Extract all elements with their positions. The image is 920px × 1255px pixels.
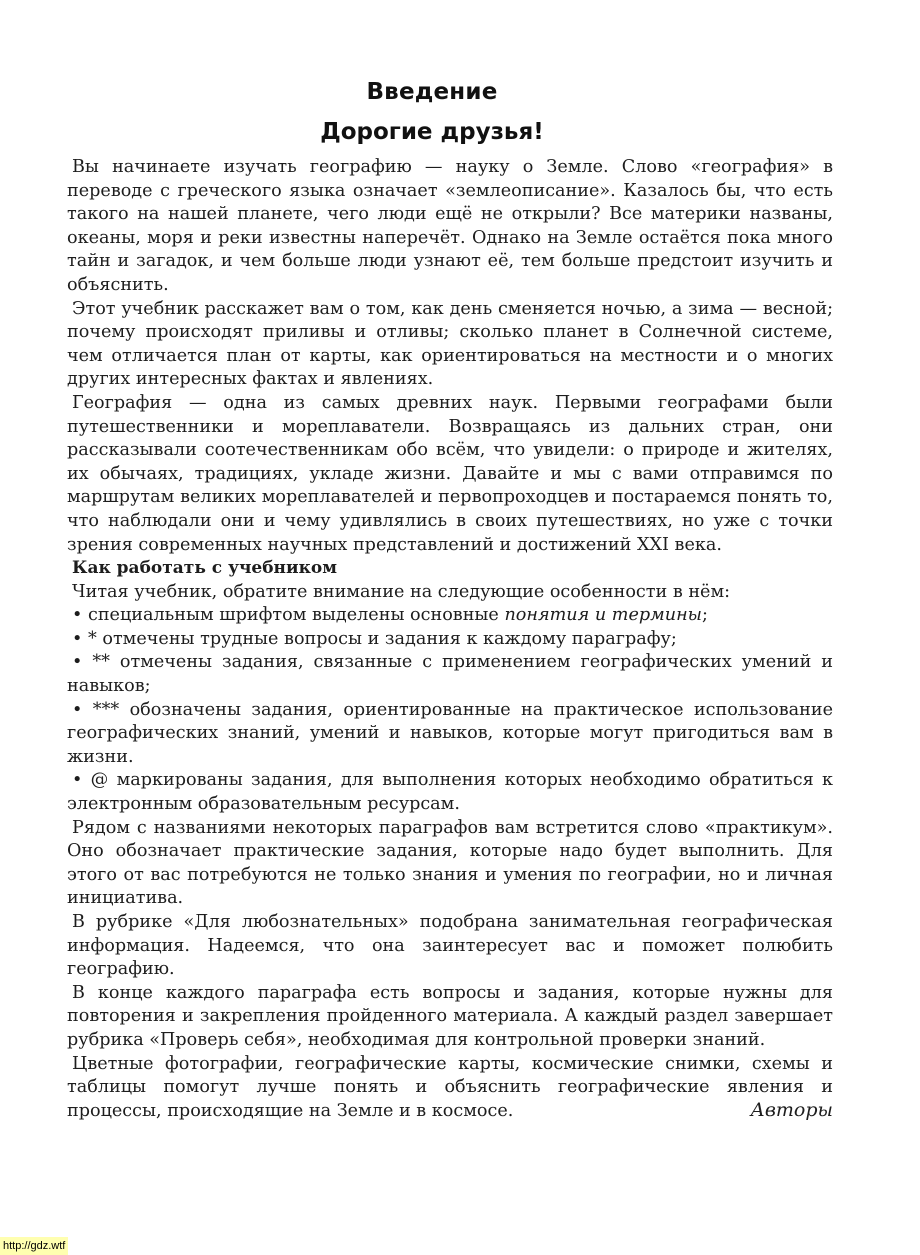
paragraph: Рядом с названиями некоторых параграфов вам встретится слово «практикум». Оно обозначает практические задания, которые надо будет выполнить. Для этого от вас потребуются не только знания и умения по географии, но и личная инициатива.	[67, 817, 833, 909]
italic-term: понятия и термины	[504, 605, 702, 626]
bullet-item	[67, 651, 833, 698]
paragraph: Вы начинаете изучать географию — науку о Земле. Слово «география» в переводе с греческого языка означает «землеописание». Казалось бы, что есть такого на нашей планете, чего люди ещё не открыли? Все материки названы, океаны, моря и реки известны наперечёт. Однако на Земле остаётся пока много тайн и загадок, и чем больше люди узнают её, тем больше предстоит изучить и объяснить.	[67, 157, 833, 295]
bullet-item: • @ маркированы задания, для выполнения которых необходимо обратиться к электронным образовательным ресурсам.	[67, 770, 833, 815]
bullet-text: • специальным шрифтом выделены основные	[72, 605, 505, 626]
bullet-item: • * отмечены трудные вопросы и задания к каждому параграфу;	[72, 628, 677, 649]
signature: Авторы	[750, 1099, 833, 1121]
paragraph: Читая учебник, обратите внимание на следующие особенности в нём:	[72, 581, 731, 602]
bullet-text: • ** отмечены задания, связанные с применением географических умений и навыков;	[67, 652, 833, 697]
bullet-text: ;	[702, 605, 708, 626]
body-text	[67, 156, 833, 1123]
paragraph: В конце каждого параграфа есть вопросы и задания, которые нужны для повторения и закрепления пройденного материала. А каждый раздел завершает рубрика «Проверь себя», необходимая для контрольной проверки знаний.	[67, 982, 833, 1050]
paragraph: Цветные фотографии, географические карты, космические снимки, схемы и таблицы помогут лучше понять и объяснить географические явления и процессы, происходящие на Земле и в космосе.	[67, 1053, 833, 1121]
paragraph: География — одна из самых древних наук. Первыми географами были путешественники и мореплаватели. Возвращаясь из дальних стран, они рассказывали соотечественникам обо всём, что увидели: о природе и жителях, их обычаях, традициях, укладе жизни. Давайте и мы с вами отправимся по маршрутам великих мореплавателей и первопроходцев и постараемся понять то, что наблюдали они и чему удивлялись в своих путешествиях, но уже с точки зрения современных научных представлений и достижений XXI века.	[67, 392, 833, 555]
bullet-item: • *** обозначены задания, ориентированные на практическое использование географических знаний, умений и навыков, которые могут пригодиться вам в жизни.	[67, 699, 833, 767]
paragraph: Этот учебник расскажет вам о том, как день сменяется ночью, а зима — весной; почему происходят приливы и отливы; сколько планет в Солнечной системе, чем отличается план от карты, как ориентироваться на местности и о многих других интересных фактах и явлениях.	[67, 298, 833, 390]
source-link[interactable]: http://gdz.wtf	[0, 1237, 68, 1255]
bullet-item	[67, 604, 833, 628]
paragraph: В рубрике «Для любознательных» подобрана занимательная географическая информация. Надеемся, что она заинтересует вас и поможет полюбить географию.	[67, 912, 833, 980]
page-subtitle: Дорогие друзья!	[320, 119, 544, 145]
section-heading: Как работать с учебником	[72, 558, 337, 579]
page-title: Введение	[366, 79, 498, 105]
